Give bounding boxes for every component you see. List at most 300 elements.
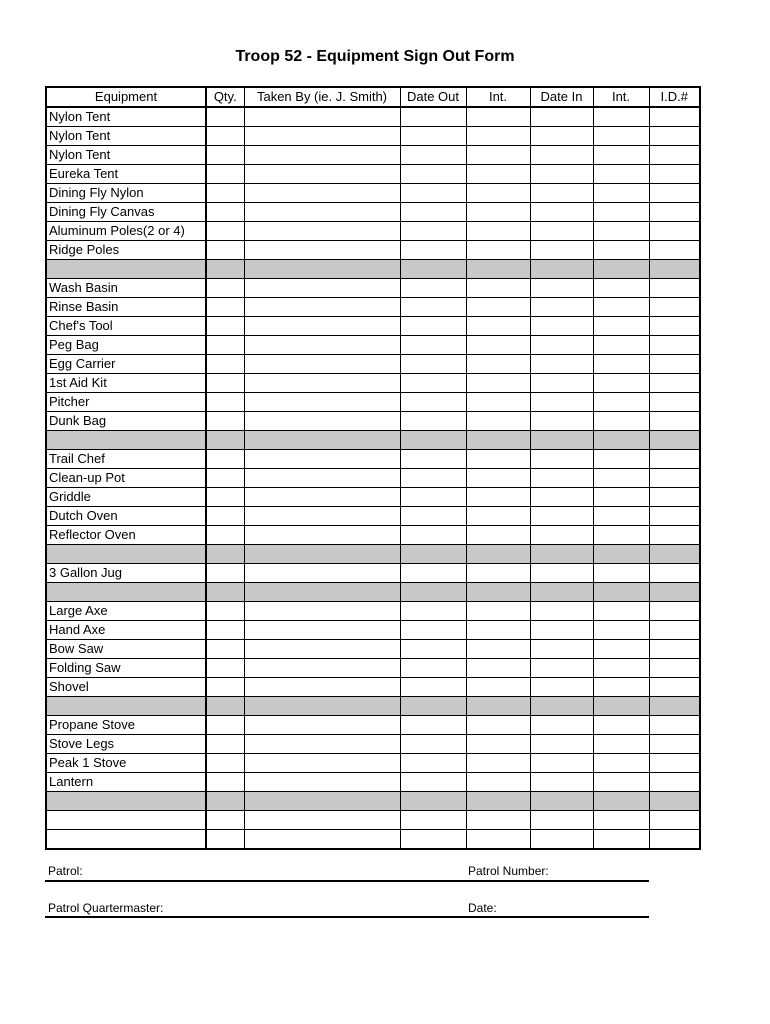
entry-cell[interactable] xyxy=(530,298,593,317)
entry-cell[interactable] xyxy=(466,640,530,659)
entry-cell[interactable] xyxy=(206,583,244,602)
entry-cell[interactable] xyxy=(649,450,700,469)
entry-cell[interactable] xyxy=(649,564,700,583)
entry-cell[interactable] xyxy=(244,298,400,317)
entry-cell[interactable] xyxy=(466,678,530,697)
entry-cell[interactable] xyxy=(530,602,593,621)
entry-cell[interactable] xyxy=(466,735,530,754)
entry-cell[interactable] xyxy=(593,507,649,526)
entry-cell[interactable] xyxy=(649,203,700,222)
table-row xyxy=(46,659,700,678)
entry-cell[interactable] xyxy=(649,469,700,488)
entry-cell[interactable] xyxy=(466,526,530,545)
table-row xyxy=(46,469,700,488)
table-row xyxy=(46,754,700,773)
entry-cell[interactable] xyxy=(530,127,593,146)
entry-cell[interactable] xyxy=(466,450,530,469)
entry-cell[interactable] xyxy=(206,165,244,184)
entry-cell[interactable] xyxy=(206,374,244,393)
entry-cell[interactable] xyxy=(593,545,649,564)
entry-cell[interactable] xyxy=(400,469,466,488)
entry-cell[interactable] xyxy=(244,583,400,602)
entry-cell[interactable] xyxy=(244,830,400,849)
equipment-name: Dining Fly Canvas xyxy=(46,203,206,222)
entry-cell[interactable] xyxy=(400,678,466,697)
entry-cell[interactable] xyxy=(593,754,649,773)
entry-cell[interactable] xyxy=(400,811,466,830)
entry-cell[interactable] xyxy=(530,830,593,849)
entry-cell[interactable] xyxy=(593,564,649,583)
entry-cell[interactable] xyxy=(206,298,244,317)
entry-cell[interactable] xyxy=(530,526,593,545)
entry-cell[interactable] xyxy=(400,260,466,279)
entry-cell[interactable] xyxy=(530,697,593,716)
entry-cell[interactable] xyxy=(244,336,400,355)
entry-cell[interactable] xyxy=(466,583,530,602)
equipment-name: Pitcher xyxy=(46,393,206,412)
table-row xyxy=(46,393,700,412)
entry-cell[interactable] xyxy=(244,564,400,583)
entry-cell[interactable] xyxy=(593,184,649,203)
entry-cell[interactable] xyxy=(206,336,244,355)
entry-cell[interactable] xyxy=(400,792,466,811)
entry-cell[interactable] xyxy=(466,127,530,146)
entry-cell[interactable] xyxy=(244,450,400,469)
entry-cell[interactable] xyxy=(206,716,244,735)
entry-cell[interactable] xyxy=(530,107,593,127)
equipment-name: Dunk Bag xyxy=(46,412,206,431)
entry-cell[interactable] xyxy=(244,412,400,431)
entry-cell[interactable] xyxy=(649,298,700,317)
entry-cell[interactable] xyxy=(593,260,649,279)
entry-cell[interactable] xyxy=(244,355,400,374)
entry-cell[interactable] xyxy=(530,222,593,241)
entry-cell[interactable] xyxy=(206,564,244,583)
entry-cell[interactable] xyxy=(530,469,593,488)
entry-cell[interactable] xyxy=(244,697,400,716)
entry-cell[interactable] xyxy=(466,811,530,830)
entry-cell[interactable] xyxy=(593,127,649,146)
entry-cell[interactable] xyxy=(206,659,244,678)
entry-cell[interactable] xyxy=(530,640,593,659)
entry-cell[interactable] xyxy=(466,146,530,165)
entry-cell[interactable] xyxy=(530,735,593,754)
entry-cell[interactable] xyxy=(593,374,649,393)
entry-cell[interactable] xyxy=(466,830,530,849)
entry-cell[interactable] xyxy=(400,507,466,526)
equipment-name: Aluminum Poles(2 or 4) xyxy=(46,222,206,241)
entry-cell[interactable] xyxy=(649,127,700,146)
entry-cell[interactable] xyxy=(466,184,530,203)
entry-cell[interactable] xyxy=(244,659,400,678)
entry-cell[interactable] xyxy=(244,317,400,336)
entry-cell[interactable] xyxy=(400,127,466,146)
entry-cell[interactable] xyxy=(530,583,593,602)
equipment-name: Chef's Tool xyxy=(46,317,206,336)
entry-cell[interactable] xyxy=(244,526,400,545)
entry-cell[interactable] xyxy=(466,412,530,431)
entry-cell[interactable] xyxy=(400,336,466,355)
entry-cell[interactable] xyxy=(466,298,530,317)
entry-cell[interactable] xyxy=(530,241,593,260)
entry-cell[interactable] xyxy=(466,431,530,450)
entry-cell[interactable] xyxy=(649,545,700,564)
entry-cell[interactable] xyxy=(206,545,244,564)
entry-cell[interactable] xyxy=(530,146,593,165)
entry-cell[interactable] xyxy=(530,393,593,412)
entry-cell[interactable] xyxy=(466,241,530,260)
entry-cell[interactable] xyxy=(244,260,400,279)
entry-cell[interactable] xyxy=(649,811,700,830)
entry-cell[interactable] xyxy=(206,735,244,754)
entry-cell[interactable] xyxy=(649,374,700,393)
entry-cell[interactable] xyxy=(400,393,466,412)
entry-cell[interactable] xyxy=(466,107,530,127)
entry-cell[interactable] xyxy=(244,716,400,735)
entry-cell[interactable] xyxy=(466,279,530,298)
entry-cell[interactable] xyxy=(400,754,466,773)
entry-cell[interactable] xyxy=(593,279,649,298)
entry-cell[interactable] xyxy=(530,792,593,811)
entry-cell[interactable] xyxy=(466,792,530,811)
entry-cell[interactable] xyxy=(593,469,649,488)
entry-cell[interactable] xyxy=(206,222,244,241)
entry-cell[interactable] xyxy=(400,659,466,678)
entry-cell[interactable] xyxy=(530,165,593,184)
entry-cell[interactable] xyxy=(206,450,244,469)
entry-cell[interactable] xyxy=(244,754,400,773)
entry-cell[interactable] xyxy=(400,165,466,184)
entry-cell[interactable] xyxy=(400,488,466,507)
entry-cell[interactable] xyxy=(244,545,400,564)
entry-cell[interactable] xyxy=(206,830,244,849)
entry-cell[interactable] xyxy=(206,412,244,431)
entry-cell[interactable] xyxy=(530,279,593,298)
entry-cell[interactable] xyxy=(530,412,593,431)
entry-cell[interactable] xyxy=(206,241,244,260)
entry-cell[interactable] xyxy=(649,526,700,545)
entry-cell[interactable] xyxy=(466,773,530,792)
entry-cell[interactable] xyxy=(530,336,593,355)
entry-cell[interactable] xyxy=(530,716,593,735)
entry-cell[interactable] xyxy=(400,355,466,374)
entry-cell[interactable] xyxy=(400,735,466,754)
entry-cell[interactable] xyxy=(649,412,700,431)
entry-cell[interactable] xyxy=(244,222,400,241)
entry-cell[interactable] xyxy=(244,431,400,450)
entry-cell[interactable] xyxy=(649,792,700,811)
entry-cell[interactable] xyxy=(649,735,700,754)
entry-cell[interactable] xyxy=(593,412,649,431)
entry-cell[interactable] xyxy=(649,146,700,165)
entry-cell[interactable] xyxy=(244,146,400,165)
separator-row xyxy=(46,583,700,602)
entry-cell[interactable] xyxy=(649,393,700,412)
entry-cell[interactable] xyxy=(649,317,700,336)
entry-cell[interactable] xyxy=(649,488,700,507)
entry-cell[interactable] xyxy=(530,621,593,640)
entry-cell[interactable] xyxy=(206,640,244,659)
entry-cell[interactable] xyxy=(649,279,700,298)
entry-cell[interactable] xyxy=(206,107,244,127)
entry-cell[interactable] xyxy=(530,450,593,469)
entry-cell[interactable] xyxy=(593,146,649,165)
entry-cell[interactable] xyxy=(466,393,530,412)
entry-cell[interactable] xyxy=(400,640,466,659)
entry-cell[interactable] xyxy=(400,450,466,469)
entry-cell[interactable] xyxy=(530,431,593,450)
entry-cell[interactable] xyxy=(593,165,649,184)
entry-cell[interactable] xyxy=(530,507,593,526)
entry-cell[interactable] xyxy=(244,735,400,754)
entry-cell[interactable] xyxy=(206,678,244,697)
entry-cell[interactable] xyxy=(244,393,400,412)
entry-cell[interactable] xyxy=(400,184,466,203)
equipment-name: Peak 1 Stove xyxy=(46,754,206,773)
quartermaster-line[interactable] xyxy=(45,916,649,918)
entry-cell[interactable] xyxy=(649,697,700,716)
entry-cell[interactable] xyxy=(466,165,530,184)
entry-cell[interactable] xyxy=(400,317,466,336)
entry-cell[interactable] xyxy=(244,165,400,184)
entry-cell[interactable] xyxy=(593,393,649,412)
entry-cell[interactable] xyxy=(244,203,400,222)
entry-cell[interactable] xyxy=(466,203,530,222)
entry-cell[interactable] xyxy=(206,697,244,716)
entry-cell[interactable] xyxy=(400,241,466,260)
entry-cell[interactable] xyxy=(593,583,649,602)
equipment-name: Reflector Oven xyxy=(46,526,206,545)
entry-cell[interactable] xyxy=(400,146,466,165)
entry-cell[interactable] xyxy=(530,754,593,773)
entry-cell[interactable] xyxy=(400,222,466,241)
entry-cell[interactable] xyxy=(244,792,400,811)
entry-cell[interactable] xyxy=(649,678,700,697)
entry-cell[interactable] xyxy=(530,260,593,279)
entry-cell[interactable] xyxy=(206,260,244,279)
entry-cell[interactable] xyxy=(530,678,593,697)
entry-cell[interactable] xyxy=(400,279,466,298)
entry-cell[interactable] xyxy=(206,393,244,412)
entry-cell[interactable] xyxy=(593,659,649,678)
entry-cell[interactable] xyxy=(649,621,700,640)
entry-cell[interactable] xyxy=(649,602,700,621)
entry-cell[interactable] xyxy=(400,621,466,640)
entry-cell[interactable] xyxy=(206,488,244,507)
entry-cell[interactable] xyxy=(593,811,649,830)
table-row xyxy=(46,279,700,298)
entry-cell[interactable] xyxy=(593,241,649,260)
entry-cell[interactable] xyxy=(206,621,244,640)
entry-cell[interactable] xyxy=(466,716,530,735)
entry-cell[interactable] xyxy=(206,773,244,792)
entry-cell[interactable] xyxy=(649,830,700,849)
entry-cell[interactable] xyxy=(593,298,649,317)
entry-cell[interactable] xyxy=(649,184,700,203)
entry-cell[interactable] xyxy=(400,526,466,545)
entry-cell[interactable] xyxy=(400,203,466,222)
entry-cell[interactable] xyxy=(244,773,400,792)
entry-cell[interactable] xyxy=(206,355,244,374)
entry-cell[interactable] xyxy=(244,127,400,146)
entry-cell[interactable] xyxy=(244,811,400,830)
entry-cell[interactable] xyxy=(649,716,700,735)
entry-cell[interactable] xyxy=(530,488,593,507)
entry-cell[interactable] xyxy=(649,336,700,355)
entry-cell[interactable] xyxy=(649,507,700,526)
entry-cell[interactable] xyxy=(466,374,530,393)
entry-cell[interactable] xyxy=(400,431,466,450)
entry-cell[interactable] xyxy=(593,640,649,659)
entry-cell[interactable] xyxy=(593,716,649,735)
entry-cell[interactable] xyxy=(593,355,649,374)
entry-cell[interactable] xyxy=(466,469,530,488)
entry-cell[interactable] xyxy=(206,526,244,545)
entry-cell[interactable] xyxy=(530,203,593,222)
entry-cell[interactable] xyxy=(400,830,466,849)
entry-cell[interactable] xyxy=(530,811,593,830)
equipment-name: Nylon Tent xyxy=(46,146,206,165)
entry-cell[interactable] xyxy=(530,374,593,393)
entry-cell[interactable] xyxy=(649,754,700,773)
entry-cell[interactable] xyxy=(466,507,530,526)
entry-cell[interactable] xyxy=(244,469,400,488)
entry-cell[interactable] xyxy=(593,602,649,621)
entry-cell[interactable] xyxy=(466,697,530,716)
entry-cell[interactable] xyxy=(466,488,530,507)
entry-cell[interactable] xyxy=(593,621,649,640)
entry-cell[interactable] xyxy=(649,773,700,792)
entry-cell[interactable] xyxy=(400,564,466,583)
table-row xyxy=(46,107,700,127)
entry-cell[interactable] xyxy=(400,583,466,602)
table-row xyxy=(46,526,700,545)
entry-cell[interactable] xyxy=(466,659,530,678)
entry-cell[interactable] xyxy=(206,184,244,203)
entry-cell[interactable] xyxy=(593,697,649,716)
entry-cell[interactable] xyxy=(649,431,700,450)
entry-cell[interactable] xyxy=(649,640,700,659)
entry-cell[interactable] xyxy=(649,241,700,260)
entry-cell[interactable] xyxy=(400,374,466,393)
entry-cell[interactable] xyxy=(466,336,530,355)
entry-cell[interactable] xyxy=(400,773,466,792)
entry-cell[interactable] xyxy=(593,107,649,127)
header-date-in: Date In xyxy=(530,87,593,107)
patrol-line[interactable] xyxy=(45,880,649,882)
entry-cell[interactable] xyxy=(400,602,466,621)
entry-cell[interactable] xyxy=(593,317,649,336)
entry-cell[interactable] xyxy=(244,184,400,203)
entry-cell[interactable] xyxy=(649,659,700,678)
entry-cell[interactable] xyxy=(244,621,400,640)
entry-cell[interactable] xyxy=(593,830,649,849)
entry-cell[interactable] xyxy=(206,792,244,811)
entry-cell[interactable] xyxy=(400,545,466,564)
entry-cell[interactable] xyxy=(593,450,649,469)
entry-cell[interactable] xyxy=(244,107,400,127)
entry-cell[interactable] xyxy=(649,583,700,602)
table-row xyxy=(46,830,700,849)
entry-cell[interactable] xyxy=(649,260,700,279)
entry-cell[interactable] xyxy=(593,792,649,811)
entry-cell[interactable] xyxy=(466,260,530,279)
table-row xyxy=(46,450,700,469)
header-equipment: Equipment xyxy=(46,87,206,107)
entry-cell[interactable] xyxy=(530,773,593,792)
entry-cell[interactable] xyxy=(466,355,530,374)
entry-cell[interactable] xyxy=(206,811,244,830)
entry-cell[interactable] xyxy=(244,374,400,393)
entry-cell[interactable] xyxy=(530,564,593,583)
header-taken-by: Taken By (ie. J. Smith) xyxy=(244,87,400,107)
entry-cell[interactable] xyxy=(593,488,649,507)
entry-cell[interactable] xyxy=(206,317,244,336)
entry-cell[interactable] xyxy=(530,659,593,678)
entry-cell[interactable] xyxy=(649,222,700,241)
entry-cell[interactable] xyxy=(244,279,400,298)
entry-cell[interactable] xyxy=(649,107,700,127)
entry-cell[interactable] xyxy=(593,773,649,792)
entry-cell[interactable] xyxy=(206,602,244,621)
entry-cell[interactable] xyxy=(593,735,649,754)
entry-cell[interactable] xyxy=(530,317,593,336)
entry-cell[interactable] xyxy=(530,355,593,374)
entry-cell[interactable] xyxy=(206,146,244,165)
entry-cell[interactable] xyxy=(466,545,530,564)
entry-cell[interactable] xyxy=(530,184,593,203)
entry-cell[interactable] xyxy=(206,203,244,222)
form-title: Troop 52 - Equipment Sign Out Form xyxy=(235,48,515,65)
entry-cell[interactable] xyxy=(466,222,530,241)
header-row xyxy=(46,87,700,107)
entry-cell[interactable] xyxy=(206,431,244,450)
entry-cell[interactable] xyxy=(244,602,400,621)
entry-cell[interactable] xyxy=(244,507,400,526)
entry-cell[interactable] xyxy=(649,165,700,184)
entry-cell[interactable] xyxy=(593,336,649,355)
table-row xyxy=(46,336,700,355)
entry-cell[interactable] xyxy=(466,564,530,583)
entry-cell[interactable] xyxy=(400,412,466,431)
entry-cell[interactable] xyxy=(206,507,244,526)
entry-cell[interactable] xyxy=(593,222,649,241)
entry-cell[interactable] xyxy=(206,469,244,488)
entry-cell[interactable] xyxy=(400,716,466,735)
entry-cell[interactable] xyxy=(206,279,244,298)
entry-cell[interactable] xyxy=(244,678,400,697)
entry-cell[interactable] xyxy=(244,241,400,260)
entry-cell[interactable] xyxy=(593,678,649,697)
entry-cell[interactable] xyxy=(400,697,466,716)
entry-cell[interactable] xyxy=(466,621,530,640)
entry-cell[interactable] xyxy=(466,317,530,336)
entry-cell[interactable] xyxy=(466,754,530,773)
entry-cell[interactable] xyxy=(400,298,466,317)
entry-cell[interactable] xyxy=(649,355,700,374)
entry-cell[interactable] xyxy=(466,602,530,621)
entry-cell[interactable] xyxy=(593,526,649,545)
entry-cell[interactable] xyxy=(593,431,649,450)
entry-cell[interactable] xyxy=(244,488,400,507)
equipment-name xyxy=(46,260,206,279)
entry-cell[interactable] xyxy=(593,203,649,222)
entry-cell[interactable] xyxy=(530,545,593,564)
entry-cell[interactable] xyxy=(400,107,466,127)
entry-cell[interactable] xyxy=(244,640,400,659)
entry-cell[interactable] xyxy=(206,127,244,146)
entry-cell[interactable] xyxy=(206,754,244,773)
